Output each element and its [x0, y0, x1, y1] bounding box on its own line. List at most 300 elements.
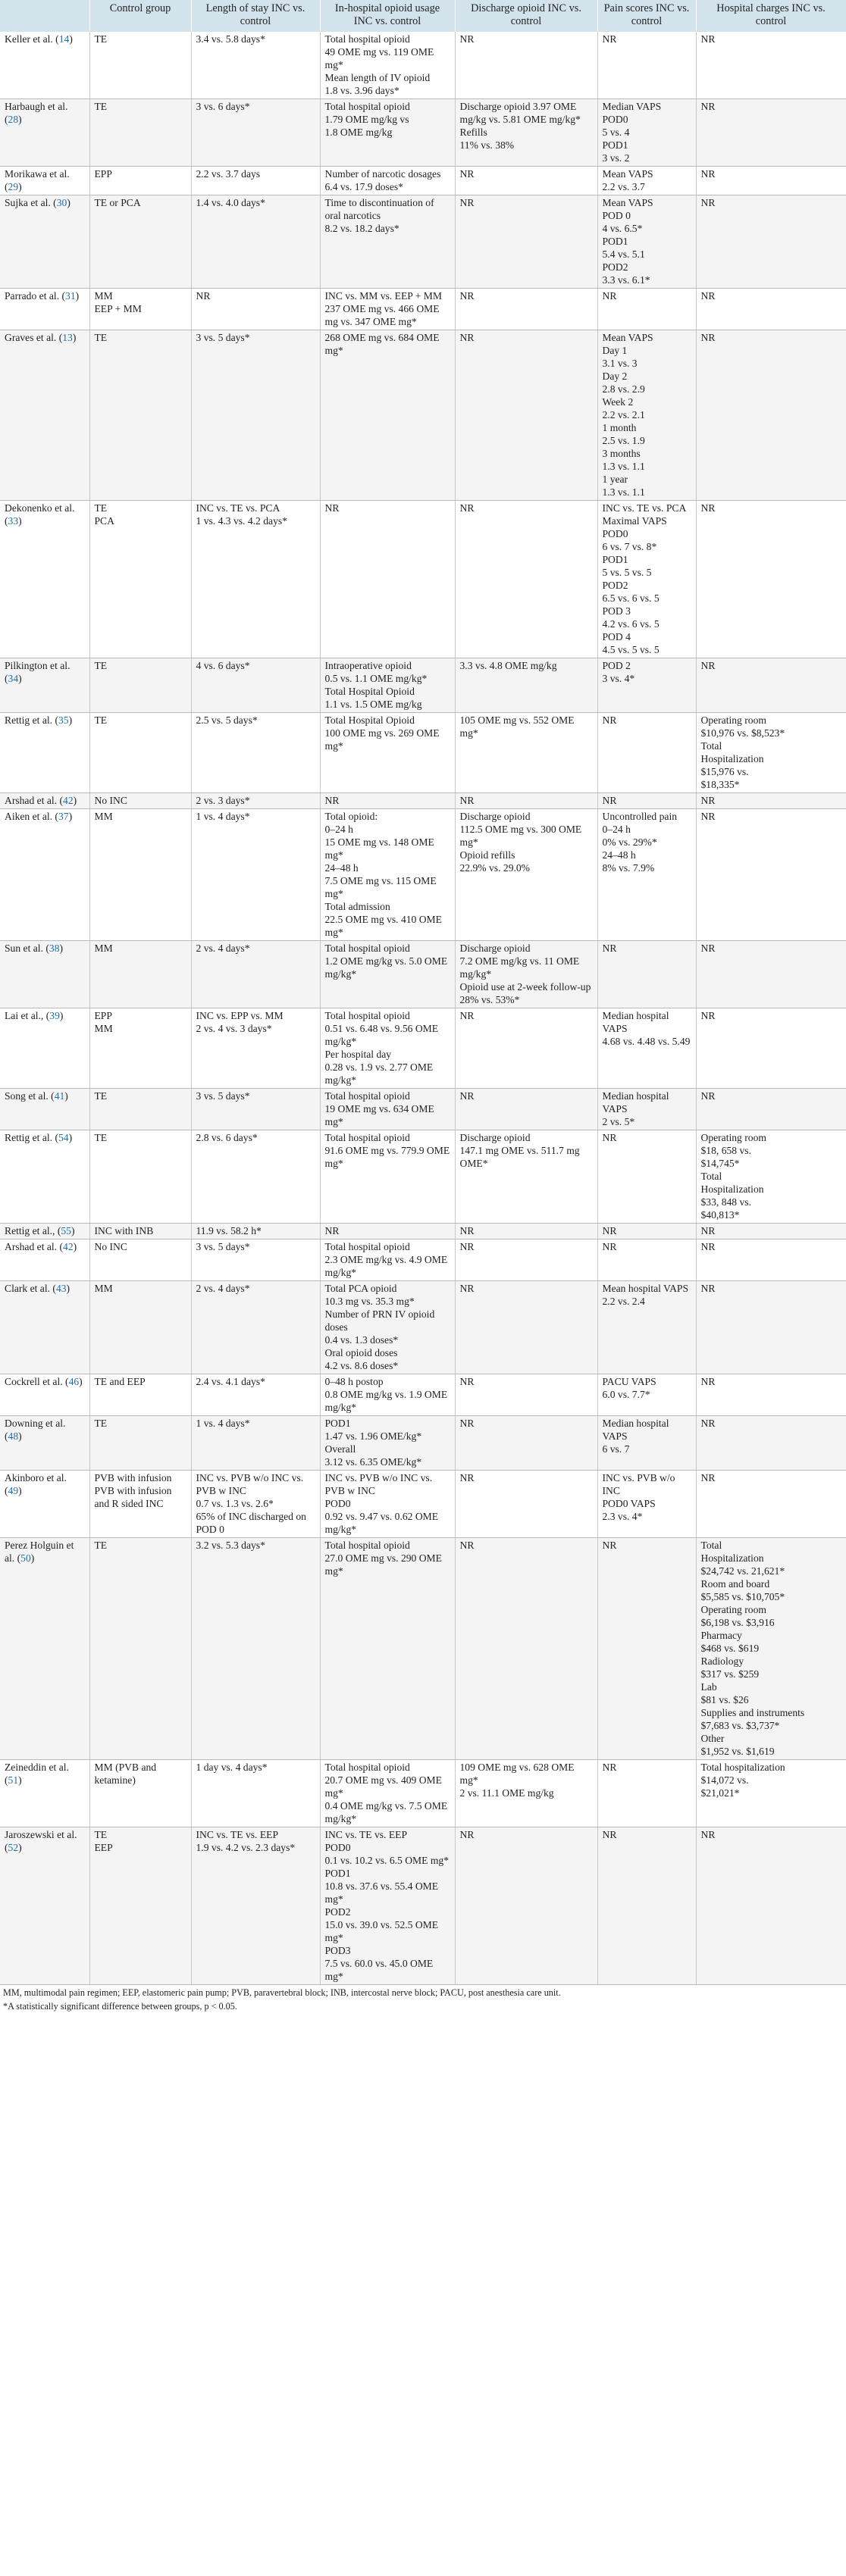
reference-link[interactable]: 50	[20, 1552, 31, 1564]
cell-line: 5 vs. 4	[602, 127, 630, 138]
hospital-charges-cell	[696, 1130, 846, 1224]
hospital-charges-cell	[696, 793, 846, 809]
reference-link[interactable]: 28	[8, 114, 19, 125]
cell-line: PVB with infusion and R sided INC	[94, 1485, 172, 1509]
pain-scores-cell	[597, 330, 696, 501]
cell-line: NR	[700, 1376, 716, 1387]
cell-line: NR	[700, 943, 716, 954]
cell-line: 1.3 vs. 1.1	[602, 486, 645, 498]
reference-link[interactable]: 34	[8, 673, 19, 684]
cell-line: NR	[602, 943, 617, 954]
cell-line: $18,335*	[700, 779, 740, 790]
control-group-cell	[89, 167, 191, 195]
cell-line: Total hospital opioid	[324, 101, 410, 112]
table-row	[0, 1471, 846, 1538]
cell-line: 8% vs. 7.9%	[602, 862, 655, 874]
in-hospital-opioid-cell	[320, 1760, 455, 1827]
discharge-opioid-cell	[455, 1008, 597, 1089]
discharge-opioid-cell	[455, 1130, 597, 1224]
cell-line: No INC	[94, 795, 127, 806]
cell-line: 112.5 OME mg vs. 300 OME mg*	[459, 824, 582, 848]
cell-line: INC vs. TE vs. PCA	[602, 502, 687, 514]
cell-line: NR	[700, 332, 716, 343]
pain-scores-cell	[597, 99, 696, 167]
cell-line: 4.68 vs. 4.48 vs. 5.49	[602, 1036, 691, 1047]
table-row	[0, 289, 846, 330]
study-author: Perez Holguin et al. (	[5, 1540, 74, 1564]
cell-line: INC vs. MM vs. EEP + MM	[324, 290, 442, 302]
cell-line: 3 vs. 5 days*	[196, 1090, 250, 1102]
study-paren: )	[18, 673, 22, 684]
cell-line: 11.9 vs. 58.2 h*	[196, 1225, 262, 1236]
study-paren: )	[68, 811, 73, 822]
cell-line: NR	[459, 1418, 475, 1429]
cell-line: NR	[602, 1241, 617, 1252]
cell-line: 1 year	[602, 474, 628, 485]
cell-line: 5.4 vs. 5.1	[602, 249, 645, 260]
control-group-cell	[89, 809, 191, 941]
cell-line: NR	[324, 1225, 340, 1236]
reference-link[interactable]: 37	[58, 811, 69, 822]
in-hospital-opioid-cell	[320, 1374, 455, 1416]
cell-line: TE	[94, 1090, 108, 1102]
hospital-charges-cell	[696, 809, 846, 941]
cell-line: Oral opioid doses	[324, 1347, 398, 1358]
study-author: Keller et al. (	[5, 33, 59, 45]
control-group-cell	[89, 1374, 191, 1416]
cell-line: NR	[700, 101, 716, 112]
cell-line: INC vs. TE vs. PCA	[196, 502, 280, 514]
control-group-cell	[89, 658, 191, 713]
hospital-charges-cell	[696, 1827, 846, 1985]
cell-line: Time to discontinuation of oral narcotics	[324, 197, 434, 221]
cell-line: POD1	[602, 236, 628, 247]
cell-line: Total hospital opioid	[324, 1241, 410, 1252]
cell-line: 0–24 h	[602, 824, 631, 835]
reference-link[interactable]: 54	[58, 1132, 69, 1143]
in-hospital-opioid-cell	[320, 1089, 455, 1130]
cell-line: 2.2 vs. 2.1	[602, 409, 645, 420]
cell-line: Discharge opioid 3.97 OME mg/kg vs. 5.81 OME mg/kg*	[459, 101, 581, 125]
cell-line: 3 vs. 2	[602, 152, 630, 164]
cell-line: 3.12 vs. 6.35 OME/kg*	[324, 1456, 422, 1468]
table-row	[0, 32, 846, 99]
study-author: Morikawa et al. (	[5, 168, 70, 192]
cell-line: 1.47 vs. 1.96 OME/kg*	[324, 1430, 422, 1442]
pain-scores-cell	[597, 32, 696, 99]
cell-line: NR	[459, 1472, 475, 1483]
pain-scores-cell	[597, 1089, 696, 1130]
study-cell	[0, 1827, 89, 1985]
hospital-charges-cell	[696, 1089, 846, 1130]
cell-line: 6.0 vs. 7.7*	[602, 1389, 650, 1400]
cell-line: $15,976 vs.	[700, 766, 749, 777]
cell-line: NR	[459, 1241, 475, 1252]
cell-line: Total opioid:	[324, 811, 378, 822]
reference-link[interactable]: 13	[62, 332, 73, 343]
reference-link[interactable]: 48	[8, 1430, 19, 1442]
cell-line: Mean VAPS	[602, 197, 653, 208]
cell-line: Total	[700, 740, 722, 752]
reference-link[interactable]: 51	[8, 1774, 19, 1786]
cell-line: $40,813*	[700, 1209, 740, 1221]
footnote-significance: *A statistically significant difference between groups, p < 0.05.	[3, 2001, 237, 2012]
cell-line: NR	[602, 33, 617, 45]
header-hospital-charges: Hospital charges INC vs. control	[696, 0, 846, 32]
cell-line: 10.8 vs. 37.6 vs. 55.4 OME mg*	[324, 1880, 439, 1905]
cell-line: 268 OME mg vs. 684 OME mg*	[324, 332, 440, 356]
reference-link[interactable]: 33	[8, 515, 19, 527]
reference-link[interactable]: 38	[49, 943, 60, 954]
pain-scores-cell	[597, 1224, 696, 1240]
cell-line: 7.5 vs. 60.0 vs. 45.0 OME mg*	[324, 1958, 434, 1982]
table-row	[0, 1008, 846, 1089]
length-of-stay-cell	[191, 32, 320, 99]
study-cell	[0, 167, 89, 195]
cell-line: 19 OME mg vs. 634 OME mg*	[324, 1103, 434, 1127]
study-cell	[0, 330, 89, 501]
reference-link[interactable]: 30	[56, 197, 67, 208]
cell-line: 1 vs. 4 days*	[196, 1418, 250, 1429]
pain-scores-cell	[597, 1240, 696, 1281]
cell-line: 2.2 vs. 2.4	[602, 1296, 645, 1307]
reference-link[interactable]: 29	[8, 181, 19, 192]
length-of-stay-cell	[191, 330, 320, 501]
study-paren: )	[72, 332, 77, 343]
cell-line: NR	[700, 502, 716, 514]
control-group-cell	[89, 289, 191, 330]
reference-link[interactable]: 14	[58, 33, 70, 45]
cell-line: $18, 658 vs.	[700, 1145, 751, 1156]
hospital-charges-cell	[696, 941, 846, 1008]
cell-line: TE	[94, 660, 108, 671]
discharge-opioid-cell	[455, 501, 597, 658]
study-paren: )	[18, 1774, 22, 1786]
cell-line: NR	[700, 1418, 716, 1429]
cell-line: 1.2 OME mg/kg vs. 5.0 OME mg/kg*	[324, 955, 448, 980]
cell-line: 1.4 vs. 4.0 days*	[196, 197, 265, 208]
table-row	[0, 1374, 846, 1416]
cell-line: $10,976 vs. $8,523*	[700, 727, 785, 739]
control-group-cell	[89, 1471, 191, 1538]
cell-line: NR	[602, 1762, 617, 1773]
study-paren: )	[68, 1132, 73, 1143]
cell-line: $6,198 vs. $3,916	[700, 1617, 775, 1628]
cell-line: NR	[700, 1829, 716, 1840]
header-row	[0, 0, 846, 32]
study-author: Akinboro et al. (	[5, 1472, 67, 1496]
control-group-cell	[89, 195, 191, 289]
cell-line: 2 vs. 3 days*	[196, 795, 250, 806]
study-cell	[0, 713, 89, 793]
hospital-charges-cell	[696, 195, 846, 289]
cell-line: POD 0	[602, 210, 631, 221]
length-of-stay-cell	[191, 501, 320, 658]
cell-line: Opioid use at 2-week follow-up	[459, 981, 591, 993]
cell-line: Median hospital VAPS	[602, 1418, 669, 1442]
cell-line: 1 day vs. 4 days*	[196, 1762, 268, 1773]
study-paren: )	[73, 795, 77, 806]
cell-line: $21,021*	[700, 1787, 740, 1799]
cell-line: 109 OME mg vs. 628 OME mg*	[459, 1762, 575, 1786]
cell-line: 3.4 vs. 5.8 days*	[196, 33, 265, 45]
cell-line: 6 vs. 7 vs. 8*	[602, 541, 657, 552]
cell-line: NR	[700, 811, 716, 822]
hospital-charges-cell	[696, 1240, 846, 1281]
in-hospital-opioid-cell	[320, 1224, 455, 1240]
cell-line: TE	[94, 101, 108, 112]
cell-line: Intraoperative opioid	[324, 660, 412, 671]
cell-line: 2 vs. 4 days*	[196, 1283, 250, 1294]
length-of-stay-cell	[191, 809, 320, 941]
cell-line: 0.5 vs. 1.1 OME mg/kg*	[324, 673, 428, 684]
cell-line: POD2	[602, 261, 628, 273]
study-author: Zeineddin et al. (	[5, 1762, 69, 1786]
reference-link[interactable]: 42	[63, 795, 74, 806]
cell-line: 0.28 vs. 1.9 vs. 2.77 OME mg/kg*	[324, 1061, 434, 1086]
study-author: Arshad et al. (	[5, 795, 64, 806]
cell-line: Lab	[700, 1681, 717, 1693]
length-of-stay-cell	[191, 1224, 320, 1240]
study-paren: )	[59, 1010, 64, 1021]
header-control-group: Control group	[89, 0, 191, 32]
cell-line: $317 vs. $259	[700, 1668, 760, 1680]
cell-line: 27.0 OME mg vs. 290 OME mg*	[324, 1552, 442, 1577]
cell-line: 0% vs. 29%*	[602, 836, 657, 848]
in-hospital-opioid-cell	[320, 32, 455, 99]
study-paren: )	[66, 1283, 70, 1294]
cell-line: NR	[700, 795, 716, 806]
table-row	[0, 1827, 846, 1985]
cell-line: TE	[94, 1418, 108, 1429]
cell-line: NR	[700, 1225, 716, 1236]
cell-line: Median VAPS	[602, 101, 662, 112]
cell-line: 28% vs. 53%*	[459, 994, 520, 1005]
pain-scores-cell	[597, 195, 696, 289]
table-row	[0, 1281, 846, 1374]
discharge-opioid-cell	[455, 1538, 597, 1760]
cell-line: 1.9 vs. 4.2 vs. 2.3 days*	[196, 1842, 296, 1853]
cell-line: NR	[700, 1472, 716, 1483]
reference-link[interactable]: 49	[8, 1485, 19, 1496]
cell-line: $468 vs. $619	[700, 1643, 760, 1654]
cell-line: 3 vs. 4*	[602, 673, 635, 684]
cell-line: Discharge opioid	[459, 943, 531, 954]
reference-link[interactable]: 42	[63, 1241, 74, 1252]
cell-line: NR	[700, 1010, 716, 1021]
length-of-stay-cell	[191, 1281, 320, 1374]
cell-line: POD3	[324, 1945, 351, 1956]
cell-line: NR	[602, 1225, 617, 1236]
study-paren: )	[18, 515, 22, 527]
cell-line: Week 2	[602, 396, 634, 408]
cell-line: POD 2	[602, 660, 631, 671]
study-author: Parrado et al. (	[5, 290, 66, 302]
cell-line: INC vs. EPP vs. MM	[196, 1010, 284, 1021]
cell-line: POD1	[602, 554, 628, 565]
cell-line: NR	[700, 168, 716, 180]
cell-line: 24–48 h	[602, 849, 636, 861]
study-author: Jaroszewski et al. (	[5, 1829, 77, 1853]
study-author: Sujka et al. (	[5, 197, 57, 208]
table-row	[0, 1089, 846, 1130]
pain-scores-cell	[597, 1281, 696, 1374]
in-hospital-opioid-cell	[320, 330, 455, 501]
cell-line: NR	[602, 290, 617, 302]
reference-link[interactable]: 39	[49, 1010, 60, 1021]
study-author: Arshad et al. (	[5, 1241, 64, 1252]
hospital-charges-cell	[696, 1008, 846, 1089]
study-author: Sun et al. (	[5, 943, 49, 954]
cell-line: 3.2 vs. 5.3 days*	[196, 1540, 265, 1551]
table-row	[0, 1760, 846, 1827]
cell-line: Total hospital opioid	[324, 1090, 410, 1102]
cell-line: 3.1 vs. 3	[602, 358, 638, 369]
cell-line: 1.8 vs. 3.96 days*	[324, 85, 400, 96]
cell-line: Uncontrolled pain	[602, 811, 678, 822]
discharge-opioid-cell	[455, 99, 597, 167]
discharge-opioid-cell	[455, 1281, 597, 1374]
cell-line: 3 vs. 6 days*	[196, 101, 250, 112]
cell-line: 2.3 vs. 4*	[602, 1511, 643, 1522]
cell-line: POD1	[324, 1418, 351, 1429]
cell-line: INC vs. PVB w/o INC vs. PVB w INC	[196, 1472, 304, 1496]
cell-line: Pharmacy	[700, 1630, 742, 1641]
cell-line: MM	[94, 1023, 113, 1034]
reference-link[interactable]: 43	[55, 1283, 67, 1294]
pain-scores-cell	[597, 941, 696, 1008]
length-of-stay-cell	[191, 658, 320, 713]
reference-link[interactable]: 46	[68, 1376, 80, 1387]
in-hospital-opioid-cell	[320, 195, 455, 289]
in-hospital-opioid-cell	[320, 713, 455, 793]
length-of-stay-cell	[191, 167, 320, 195]
study-author: Rettig et al., (	[5, 1225, 61, 1236]
pain-scores-cell	[597, 501, 696, 658]
cell-line: NR	[459, 1376, 475, 1387]
study-author: Song et al. (	[5, 1090, 55, 1102]
in-hospital-opioid-cell	[320, 941, 455, 1008]
reference-link[interactable]: 55	[61, 1225, 71, 1236]
cell-line: MM (PVB and ketamine)	[94, 1762, 157, 1786]
reference-link[interactable]: 31	[65, 290, 76, 302]
cell-line: 2 vs. 5*	[602, 1116, 635, 1127]
table-row	[0, 1240, 846, 1281]
cell-line: NR	[459, 168, 475, 180]
reference-link[interactable]: 41	[54, 1090, 65, 1102]
control-group-cell	[89, 1538, 191, 1760]
control-group-cell	[89, 99, 191, 167]
in-hospital-opioid-cell	[320, 501, 455, 658]
cell-line: Mean hospital VAPS	[602, 1283, 689, 1294]
footnote-abbreviations: MM, multimodal pain regimen; EEP, elastomeric pain pump; PVB, paravertebral block; INB, intercostal nerve block; PACU, post anesthesia care unit.	[3, 1987, 561, 1998]
cell-line: Median hospital VAPS	[602, 1090, 669, 1114]
study-cell	[0, 32, 89, 99]
cell-line: 2.4 vs. 4.1 days*	[196, 1376, 265, 1387]
study-author: Clark et al. (	[5, 1283, 56, 1294]
cell-line: Hospitalization	[700, 753, 764, 764]
control-group-cell	[89, 1089, 191, 1130]
hospital-charges-cell	[696, 1471, 846, 1538]
cell-line: Number of PRN IV opioid doses	[324, 1308, 435, 1333]
cell-line: 2.5 vs. 5 days*	[196, 714, 258, 726]
study-cell	[0, 809, 89, 941]
cell-line: 105 OME mg vs. 552 OME mg*	[459, 714, 575, 739]
hospital-charges-cell	[696, 330, 846, 501]
length-of-stay-cell	[191, 1760, 320, 1827]
cell-line: 49 OME mg vs. 119 OME mg*	[324, 46, 434, 70]
cell-line: 65% of INC discharged on POD 0	[196, 1511, 306, 1535]
cell-line: POD0	[602, 114, 628, 125]
cell-line: MM	[94, 1283, 113, 1294]
cell-line: MM	[94, 290, 113, 302]
cell-line: 0–48 h postop	[324, 1376, 384, 1387]
in-hospital-opioid-cell	[320, 1538, 455, 1760]
cell-line: NR	[459, 502, 475, 514]
length-of-stay-cell	[191, 1471, 320, 1538]
hospital-charges-cell	[696, 289, 846, 330]
study-author: Pilkington et al. (	[5, 660, 70, 684]
hospital-charges-cell	[696, 501, 846, 658]
study-cell	[0, 501, 89, 658]
cell-line: NR	[602, 1540, 617, 1551]
cell-line: TE	[94, 714, 108, 726]
length-of-stay-cell	[191, 1827, 320, 1985]
cell-line: 15.0 vs. 39.0 vs. 52.5 OME mg*	[324, 1919, 439, 1943]
table-row	[0, 1416, 846, 1471]
cell-line: NR	[196, 290, 211, 302]
cell-line: 0.1 vs. 10.2 vs. 6.5 OME mg*	[324, 1855, 450, 1866]
cell-line: Mean length of IV opioid	[324, 72, 431, 83]
discharge-opioid-cell	[455, 1471, 597, 1538]
header-study	[0, 0, 89, 32]
table-row	[0, 167, 846, 195]
reference-link[interactable]: 35	[58, 714, 69, 726]
length-of-stay-cell	[191, 99, 320, 167]
cell-line: Total hospital opioid	[324, 1540, 410, 1551]
in-hospital-opioid-cell	[320, 793, 455, 809]
study-author: Lai et al., (	[5, 1010, 50, 1021]
study-cell	[0, 1224, 89, 1240]
study-cell	[0, 289, 89, 330]
study-cell	[0, 1240, 89, 1281]
table-row	[0, 1224, 846, 1240]
discharge-opioid-cell	[455, 1089, 597, 1130]
table-row	[0, 809, 846, 941]
study-author: Harbaugh et al. (	[5, 101, 68, 125]
study-author: Downing et al. (	[5, 1418, 66, 1442]
discharge-opioid-cell	[455, 793, 597, 809]
cell-line: 8.2 vs. 18.2 days*	[324, 223, 400, 234]
cell-line: 2.8 vs. 2.9	[602, 383, 645, 395]
cell-line: 1 vs. 4 days*	[196, 811, 250, 822]
cell-line: NR	[459, 290, 475, 302]
pain-scores-cell	[597, 1760, 696, 1827]
discharge-opioid-cell	[455, 1374, 597, 1416]
reference-link[interactable]: 52	[8, 1842, 19, 1853]
cell-line: $5,585 vs. $10,705*	[700, 1591, 785, 1602]
study-author: Graves et al. (	[5, 332, 63, 343]
cell-line: 6.5 vs. 6 vs. 5	[602, 592, 660, 604]
cell-line: Total PCA opioid	[324, 1283, 397, 1294]
study-cell	[0, 1008, 89, 1089]
length-of-stay-cell	[191, 1089, 320, 1130]
cell-line: INC vs. TE vs. EEP	[324, 1829, 408, 1840]
study-cell	[0, 1538, 89, 1760]
length-of-stay-cell	[191, 1240, 320, 1281]
cell-line: PCA	[94, 515, 114, 527]
discharge-opioid-cell	[455, 713, 597, 793]
